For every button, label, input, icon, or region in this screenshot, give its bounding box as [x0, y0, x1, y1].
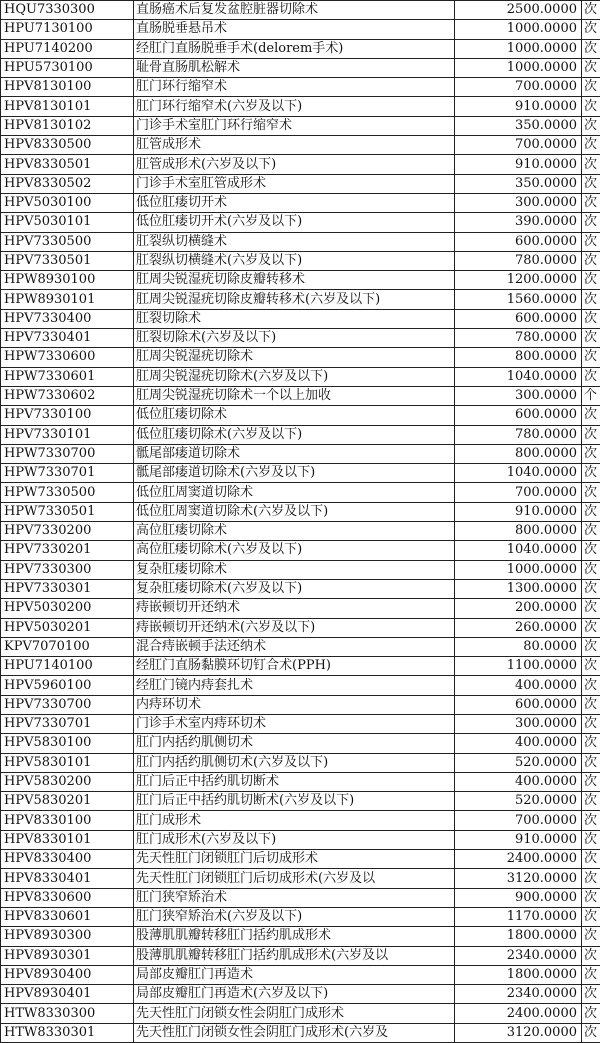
table-row	[1, 637, 600, 656]
item-name-cell: 肛管成形术	[134, 136, 455, 155]
item-price-cell: 1560.0000	[455, 290, 582, 309]
item-price-cell: 390.0000	[455, 213, 582, 232]
item-price-cell: 780.0000	[455, 251, 582, 270]
item-price-cell: 1200.0000	[455, 271, 582, 290]
table-row	[1, 348, 600, 367]
item-name-cell: 肛裂纵切横缝术(六岁及以下)	[134, 251, 455, 270]
table-row	[1, 985, 600, 1004]
item-code-cell: HPV8930301	[1, 946, 134, 965]
item-price-cell: 1800.0000	[455, 927, 582, 946]
item-name-cell: 肛门成形术(六岁及以下)	[134, 830, 455, 849]
item-price-cell: 700.0000	[455, 811, 582, 830]
item-name-cell: 经肛门直肠黏膜环切钉合术(PPH)	[134, 657, 455, 676]
item-name-cell: 痔嵌顿切开还纳术(六岁及以下)	[134, 618, 455, 637]
table-row	[1, 811, 600, 830]
item-price-cell: 1040.0000	[455, 541, 582, 560]
item-price-cell: 780.0000	[455, 329, 582, 348]
item-name-cell: 肛裂切除术(六岁及以下)	[134, 329, 455, 348]
item-unit-cell: 次	[582, 599, 600, 618]
item-unit-cell: 次	[582, 1004, 600, 1023]
item-price-cell: 700.0000	[455, 136, 582, 155]
item-name-cell: 先天性肛门闭锁肛门后切成形术	[134, 850, 455, 869]
item-code-cell: HPV8330502	[1, 174, 134, 193]
table-row	[1, 406, 600, 425]
item-name-cell: 低位肛瘘切除术(六岁及以下)	[134, 425, 455, 444]
item-unit-cell: 次	[582, 425, 600, 444]
item-unit-cell: 次	[582, 367, 600, 386]
item-price-cell: 1100.0000	[455, 657, 582, 676]
item-code-cell: HPU7130100	[1, 20, 134, 39]
item-name-cell: 痔嵌顿切开还纳术	[134, 599, 455, 618]
item-name-cell: 肛门成形术	[134, 811, 455, 830]
item-code-cell: HPW7330601	[1, 367, 134, 386]
item-code-cell: HPW7330600	[1, 348, 134, 367]
item-unit-cell: 次	[582, 734, 600, 753]
item-name-cell: 肛周尖锐湿疣切除皮瓣转移术	[134, 271, 455, 290]
table-row	[1, 599, 600, 618]
item-code-cell: HPV7330501	[1, 251, 134, 270]
item-name-cell: 先天性肛门闭锁女性会阴肛门成形术	[134, 1004, 455, 1023]
item-name-cell: 肛门环行缩窄术	[134, 78, 455, 97]
table-row	[1, 155, 600, 174]
item-price-cell: 800.0000	[455, 444, 582, 463]
table-row	[1, 367, 600, 386]
item-unit-cell: 次	[582, 39, 600, 58]
item-unit-cell: 次	[582, 251, 600, 270]
item-price-cell: 910.0000	[455, 502, 582, 521]
table-row	[1, 618, 600, 637]
item-price-cell: 910.0000	[455, 97, 582, 116]
item-unit-cell: 次	[582, 232, 600, 251]
item-name-cell: 内痔环切术	[134, 695, 455, 714]
table-row	[1, 657, 600, 676]
item-code-cell: HPU5730100	[1, 58, 134, 77]
table-row	[1, 386, 600, 405]
item-name-cell: 肛裂纵切横缝术	[134, 232, 455, 251]
table-row	[1, 888, 600, 907]
table-row	[1, 309, 600, 328]
item-price-cell: 2340.0000	[455, 946, 582, 965]
item-code-cell: HPV8130101	[1, 97, 134, 116]
table-row	[1, 502, 600, 521]
table-row	[1, 734, 600, 753]
table-row	[1, 907, 600, 926]
item-code-cell: HPV8330400	[1, 850, 134, 869]
item-price-cell: 1040.0000	[455, 464, 582, 483]
table-row	[1, 965, 600, 984]
item-unit-cell: 次	[582, 522, 600, 541]
item-unit-cell: 次	[582, 657, 600, 676]
item-code-cell: HPV5030201	[1, 618, 134, 637]
item-name-cell: 高位肛瘘切除术(六岁及以下)	[134, 541, 455, 560]
table-row	[1, 425, 600, 444]
table-row	[1, 792, 600, 811]
item-price-cell: 910.0000	[455, 830, 582, 849]
item-name-cell: 肛周尖锐湿疣切除术(六岁及以下)	[134, 367, 455, 386]
item-unit-cell: 次	[582, 637, 600, 656]
item-name-cell: 肛门后正中括约肌切断术	[134, 772, 455, 791]
item-price-cell: 350.0000	[455, 116, 582, 135]
item-unit-cell: 次	[582, 58, 600, 77]
item-name-cell: 肛门狭窄矫治术(六岁及以下)	[134, 907, 455, 926]
item-code-cell: HPV7330500	[1, 232, 134, 251]
item-price-cell: 300.0000	[455, 714, 582, 733]
item-name-cell: 直肠癌术后复发盆腔脏器切除术	[134, 1, 455, 20]
item-code-cell: HPW7330700	[1, 444, 134, 463]
item-unit-cell: 次	[582, 792, 600, 811]
item-name-cell: 骶尾部瘘道切除术(六岁及以下)	[134, 464, 455, 483]
item-name-cell: 骶尾部瘘道切除术	[134, 444, 455, 463]
item-code-cell: HPV7330400	[1, 309, 134, 328]
item-name-cell: 门诊手术室肛门环行缩窄术	[134, 116, 455, 135]
item-unit-cell: 次	[582, 213, 600, 232]
item-name-cell: 肛管成形术(六岁及以下)	[134, 155, 455, 174]
item-code-cell: HQU7330300	[1, 1, 134, 20]
item-name-cell: 股薄肌肌瓣转移肛门括约肌成形术	[134, 927, 455, 946]
item-code-cell: HPV8930401	[1, 985, 134, 1004]
item-price-cell: 3120.0000	[455, 869, 582, 888]
item-price-cell: 2400.0000	[455, 1004, 582, 1023]
item-price-cell: 1300.0000	[455, 579, 582, 598]
item-price-cell: 600.0000	[455, 695, 582, 714]
item-unit-cell: 次	[582, 927, 600, 946]
item-unit-cell: 次	[582, 271, 600, 290]
table-row	[1, 20, 600, 39]
table-row	[1, 58, 600, 77]
item-price-cell: 2340.0000	[455, 985, 582, 1004]
item-price-cell: 3120.0000	[455, 1023, 582, 1042]
table-row	[1, 271, 600, 290]
item-unit-cell: 次	[582, 946, 600, 965]
item-price-cell: 1040.0000	[455, 367, 582, 386]
item-unit-cell: 次	[582, 985, 600, 1004]
item-code-cell: HPV5830100	[1, 734, 134, 753]
item-price-cell: 2400.0000	[455, 850, 582, 869]
item-unit-cell: 次	[582, 406, 600, 425]
table-row	[1, 174, 600, 193]
item-unit-cell: 次	[582, 965, 600, 984]
item-price-cell: 400.0000	[455, 734, 582, 753]
item-unit-cell: 次	[582, 116, 600, 135]
item-code-cell: HPW7330501	[1, 502, 134, 521]
item-price-cell: 1800.0000	[455, 965, 582, 984]
item-price-cell: 260.0000	[455, 618, 582, 637]
item-code-cell: HPV7330101	[1, 425, 134, 444]
table-row	[1, 946, 600, 965]
table-row	[1, 116, 600, 135]
item-unit-cell: 次	[582, 155, 600, 174]
item-code-cell: HPW8930100	[1, 271, 134, 290]
item-unit-cell: 次	[582, 714, 600, 733]
item-unit-cell: 次	[582, 174, 600, 193]
item-unit-cell: 次	[582, 541, 600, 560]
item-code-cell: HPV5960100	[1, 676, 134, 695]
item-unit-cell: 次	[582, 907, 600, 926]
item-name-cell: 局部皮瓣肛门再造术(六岁及以下)	[134, 985, 455, 1004]
item-code-cell: HPV7330701	[1, 714, 134, 733]
table-row	[1, 850, 600, 869]
item-price-cell: 1170.0000	[455, 907, 582, 926]
table-row	[1, 1004, 600, 1023]
item-code-cell: HPW7330701	[1, 464, 134, 483]
item-name-cell: 经肛门直肠脱垂手术(delorem手术)	[134, 39, 455, 58]
item-code-cell: HPV8130100	[1, 78, 134, 97]
item-code-cell: HPV8330401	[1, 869, 134, 888]
table-row	[1, 1, 600, 20]
item-name-cell: 肛裂切除术	[134, 309, 455, 328]
item-price-cell: 900.0000	[455, 888, 582, 907]
item-code-cell: HPV7330700	[1, 695, 134, 714]
table-body	[1, 1, 600, 1043]
table-row	[1, 541, 600, 560]
item-price-cell: 600.0000	[455, 309, 582, 328]
item-code-cell: HPV5030100	[1, 193, 134, 212]
item-code-cell: HPV8330501	[1, 155, 134, 174]
table-row	[1, 560, 600, 579]
item-name-cell: 直肠脱垂悬吊术	[134, 20, 455, 39]
item-price-cell: 80.0000	[455, 637, 582, 656]
item-name-cell: 高位肛瘘切除术	[134, 522, 455, 541]
table-row	[1, 193, 600, 212]
item-unit-cell: 次	[582, 78, 600, 97]
item-unit-cell: 次	[582, 136, 600, 155]
item-name-cell: 耻骨直肠肌松解术	[134, 58, 455, 77]
item-name-cell: 混合痔嵌顿手法还纳术	[134, 637, 455, 656]
item-code-cell: HPV8330100	[1, 811, 134, 830]
item-code-cell: HPV5830201	[1, 792, 134, 811]
item-unit-cell: 次	[582, 618, 600, 637]
item-unit-cell: 次	[582, 444, 600, 463]
item-price-cell: 800.0000	[455, 348, 582, 367]
item-unit-cell: 个	[582, 386, 600, 405]
item-price-cell: 300.0000	[455, 386, 582, 405]
table-row	[1, 676, 600, 695]
item-price-cell: 200.0000	[455, 599, 582, 618]
item-unit-cell: 次	[582, 772, 600, 791]
item-price-cell: 520.0000	[455, 792, 582, 811]
item-unit-cell: 次	[582, 888, 600, 907]
item-unit-cell: 次	[582, 464, 600, 483]
item-code-cell: KPV7070100	[1, 637, 134, 656]
item-price-cell: 1000.0000	[455, 58, 582, 77]
item-price-cell: 2500.0000	[455, 1, 582, 20]
item-code-cell: HPV7330201	[1, 541, 134, 560]
item-name-cell: 股薄肌肌瓣转移肛门括约肌成形术(六岁及以	[134, 946, 455, 965]
item-unit-cell: 次	[582, 560, 600, 579]
item-price-cell: 520.0000	[455, 753, 582, 772]
item-code-cell: HPU7140200	[1, 39, 134, 58]
item-code-cell: HPV8330601	[1, 907, 134, 926]
table-row	[1, 695, 600, 714]
item-code-cell: HPV8130102	[1, 116, 134, 135]
item-code-cell: HPU7140100	[1, 657, 134, 676]
item-unit-cell: 次	[582, 753, 600, 772]
item-price-cell: 800.0000	[455, 522, 582, 541]
table-row	[1, 97, 600, 116]
table-row	[1, 579, 600, 598]
item-unit-cell: 次	[582, 20, 600, 39]
table-row	[1, 483, 600, 502]
item-unit-cell: 次	[582, 348, 600, 367]
table-row	[1, 927, 600, 946]
table-row	[1, 213, 600, 232]
item-code-cell: HPV5830200	[1, 772, 134, 791]
item-price-cell: 300.0000	[455, 193, 582, 212]
item-name-cell: 门诊手术室内痔环切术	[134, 714, 455, 733]
table-row	[1, 830, 600, 849]
table-row	[1, 714, 600, 733]
item-unit-cell: 次	[582, 869, 600, 888]
item-code-cell: HPV5030101	[1, 213, 134, 232]
item-price-cell: 350.0000	[455, 174, 582, 193]
item-code-cell: HPV7330200	[1, 522, 134, 541]
item-code-cell: HPW7330500	[1, 483, 134, 502]
table-row	[1, 251, 600, 270]
table-row	[1, 772, 600, 791]
item-price-cell: 1000.0000	[455, 20, 582, 39]
item-code-cell: HPV8930400	[1, 965, 134, 984]
item-name-cell: 门诊手术室肛管成形术	[134, 174, 455, 193]
item-unit-cell: 次	[582, 695, 600, 714]
item-unit-cell: 次	[582, 1023, 600, 1042]
table-row	[1, 136, 600, 155]
item-code-cell: HPW7330602	[1, 386, 134, 405]
item-name-cell: 先天性肛门闭锁肛门后切成形术(六岁及以	[134, 869, 455, 888]
item-unit-cell: 次	[582, 1, 600, 20]
item-code-cell: HPV7330401	[1, 329, 134, 348]
item-name-cell: 肛门内括约肌侧切术	[134, 734, 455, 753]
table-row	[1, 1023, 600, 1042]
table-row	[1, 869, 600, 888]
item-name-cell: 局部皮瓣肛门再造术	[134, 965, 455, 984]
item-name-cell: 复杂肛瘘切除术	[134, 560, 455, 579]
item-price-cell: 910.0000	[455, 155, 582, 174]
item-price-cell: 1000.0000	[455, 39, 582, 58]
item-price-cell: 400.0000	[455, 676, 582, 695]
item-name-cell: 低位肛瘘切除术	[134, 406, 455, 425]
item-unit-cell: 次	[582, 193, 600, 212]
item-code-cell: HTW8330300	[1, 1004, 134, 1023]
item-unit-cell: 次	[582, 811, 600, 830]
table-row	[1, 290, 600, 309]
item-code-cell: HPW8930101	[1, 290, 134, 309]
item-price-cell: 600.0000	[455, 406, 582, 425]
item-name-cell: 肛周尖锐湿疣切除术一个以上加收	[134, 386, 455, 405]
item-unit-cell: 次	[582, 850, 600, 869]
table-row	[1, 444, 600, 463]
item-name-cell: 肛周尖锐湿疣切除术	[134, 348, 455, 367]
item-name-cell: 先天性肛门闭锁女性会阴肛门成形术(六岁及	[134, 1023, 455, 1042]
item-name-cell: 肛门环行缩窄术(六岁及以下)	[134, 97, 455, 116]
table-row	[1, 78, 600, 97]
item-unit-cell: 次	[582, 309, 600, 328]
item-unit-cell: 次	[582, 329, 600, 348]
table-row	[1, 464, 600, 483]
item-code-cell: HPV8330600	[1, 888, 134, 907]
item-code-cell: HPV5830101	[1, 753, 134, 772]
table-row	[1, 522, 600, 541]
item-price-cell: 1000.0000	[455, 560, 582, 579]
item-price-cell: 700.0000	[455, 78, 582, 97]
table-row	[1, 753, 600, 772]
item-price-cell: 400.0000	[455, 772, 582, 791]
item-code-cell: HPV8930300	[1, 927, 134, 946]
item-name-cell: 低位肛周窦道切除术	[134, 483, 455, 502]
table-row	[1, 39, 600, 58]
item-unit-cell: 次	[582, 290, 600, 309]
item-unit-cell: 次	[582, 483, 600, 502]
item-name-cell: 肛周尖锐湿疣切除皮瓣转移术(六岁及以下)	[134, 290, 455, 309]
item-unit-cell: 次	[582, 579, 600, 598]
item-code-cell: HPV8330101	[1, 830, 134, 849]
item-price-cell: 700.0000	[455, 483, 582, 502]
item-price-cell: 780.0000	[455, 425, 582, 444]
item-name-cell: 肛门内括约肌侧切术(六岁及以下)	[134, 753, 455, 772]
item-unit-cell: 次	[582, 97, 600, 116]
item-name-cell: 经肛门镜内痔套扎术	[134, 676, 455, 695]
item-code-cell: HTW8330301	[1, 1023, 134, 1042]
item-code-cell: HPV8330500	[1, 136, 134, 155]
item-name-cell: 复杂肛瘘切除术(六岁及以下)	[134, 579, 455, 598]
item-unit-cell: 次	[582, 830, 600, 849]
item-name-cell: 肛门狭窄矫治术	[134, 888, 455, 907]
item-unit-cell: 次	[582, 676, 600, 695]
item-name-cell: 肛门后正中括约肌切断术(六岁及以下)	[134, 792, 455, 811]
item-code-cell: HPV7330100	[1, 406, 134, 425]
item-code-cell: HPV5030200	[1, 599, 134, 618]
item-name-cell: 低位肛瘘切开术	[134, 193, 455, 212]
table-row	[1, 329, 600, 348]
table-row	[1, 232, 600, 251]
item-name-cell: 低位肛周窦道切除术(六岁及以下)	[134, 502, 455, 521]
item-code-cell: HPV7330301	[1, 579, 134, 598]
item-code-cell: HPV7330300	[1, 560, 134, 579]
item-unit-cell: 次	[582, 502, 600, 521]
item-price-cell: 600.0000	[455, 232, 582, 251]
item-name-cell: 低位肛瘘切开术(六岁及以下)	[134, 213, 455, 232]
